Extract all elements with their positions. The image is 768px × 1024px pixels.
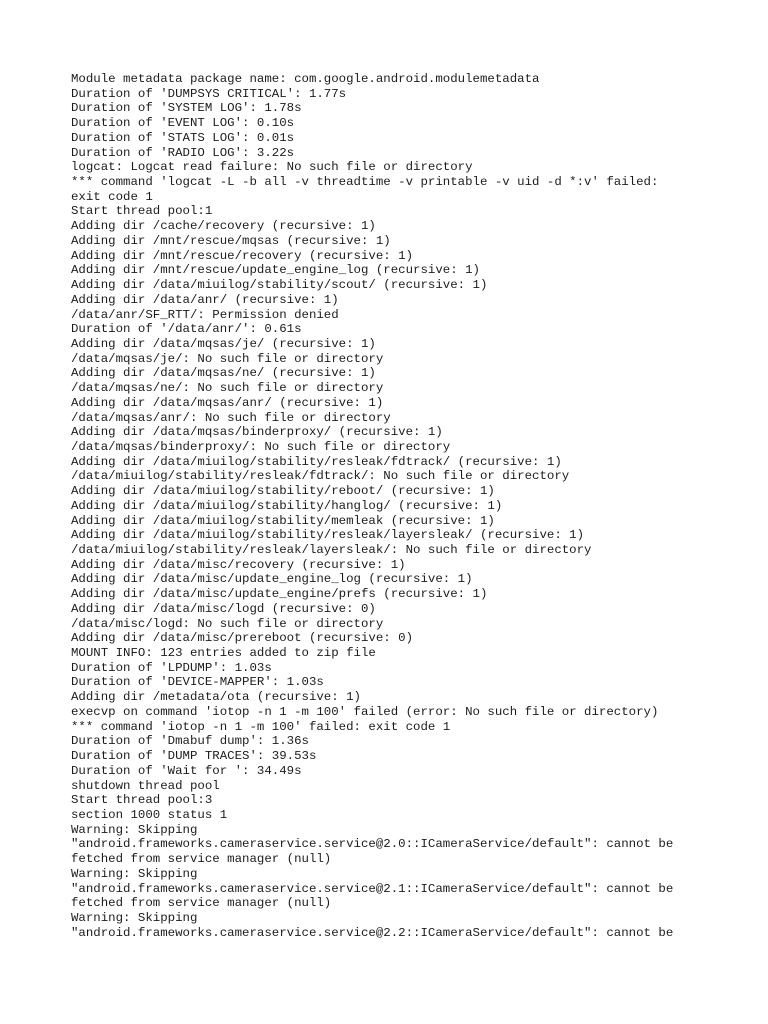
- log-line: Module metadata package name: com.google.android.modulemetadata: [71, 72, 540, 86]
- log-line: /data/mqsas/anr/: No such file or directory: [71, 410, 391, 425]
- log-line: Adding dir /data/miuilog/stability/reboot/ (recursive: 1): [71, 484, 495, 499]
- log-line: shutdown thread pool: [71, 778, 220, 793]
- log-line: Duration of 'DEVICE-MAPPER': 1.03s: [71, 675, 324, 690]
- log-line: Adding dir /data/miuilog/stability/memleak (recursive: 1): [71, 513, 495, 528]
- log-line: /data/miuilog/stability/resleak/layersleak/: No such file or directory: [71, 543, 592, 557]
- log-line: logcat: Logcat read failure: No such file or directory: [71, 160, 473, 175]
- log-line: Adding dir /data/misc/logd (recursive: 0): [71, 601, 376, 616]
- log-line: Warning: Skipping: [71, 910, 198, 925]
- log-line: "android.frameworks.cameraservice.service@2.0::ICameraService/default": cannot be: [71, 837, 674, 852]
- log-line: fetched from service manager (null): [71, 896, 332, 911]
- log-line: Adding dir /data/misc/update_engine/prefs (recursive: 1): [71, 587, 488, 602]
- log-line: Duration of 'EVENT LOG': 0.10s: [71, 116, 295, 131]
- log-line: Adding dir /cache/recovery (recursive: 1): [71, 219, 376, 234]
- log-line: Adding dir /data/mqsas/je/ (recursive: 1): [71, 336, 376, 351]
- log-document: [71, 72, 761, 940]
- log-line: Duration of 'LPDUMP': 1.03s: [71, 660, 272, 675]
- log-line: Adding dir /data/misc/recovery (recursive: 1): [71, 557, 406, 572]
- log-line: section 1000 status 1: [71, 807, 228, 822]
- log-line: Warning: Skipping: [71, 822, 198, 837]
- log-line: Adding dir /mnt/rescue/mqsas (recursive: 1): [71, 233, 391, 248]
- log-line: Duration of 'DUMPSYS CRITICAL': 1.77s: [71, 86, 347, 101]
- log-line: Duration of '/data/anr/': 0.61s: [71, 322, 302, 337]
- log-line: Adding dir /data/mqsas/ne/ (recursive: 1): [71, 366, 376, 381]
- log-line: Duration of 'Wait for ': 34.49s: [71, 763, 302, 778]
- log-line: Warning: Skipping: [71, 866, 198, 881]
- log-line: Adding dir /data/miuilog/stability/resleak/fdtrack/ (recursive: 1): [71, 454, 562, 469]
- log-line: Adding dir /data/anr/ (recursive: 1): [71, 292, 339, 307]
- log-line: exit code 1: [71, 189, 153, 204]
- log-line: Duration of 'SYSTEM LOG': 1.78s: [71, 101, 302, 116]
- log-line: Adding dir /metadata/ota (recursive: 1): [71, 690, 361, 705]
- log-line: /data/mqsas/binderproxy/: No such file or directory: [71, 439, 451, 454]
- log-line: Adding dir /mnt/rescue/update_engine_log (recursive: 1): [71, 263, 480, 278]
- log-line: "android.frameworks.cameraservice.service@2.1::ICameraService/default": cannot be: [71, 881, 674, 896]
- log-line: Adding dir /data/mqsas/anr/ (recursive: 1): [71, 395, 384, 410]
- log-line: Duration of 'RADIO LOG': 3.22s: [71, 145, 295, 160]
- log-line: execvp on command 'iotop -n 1 -m 100' failed (error: No such file or directory): [71, 704, 659, 719]
- log-line: *** command 'logcat -L -b all -v threadtime -v printable -v uid -d *:v' failed:: [71, 175, 659, 190]
- log-line: Adding dir /data/misc/prereboot (recursive: 0): [71, 631, 414, 646]
- log-line: Adding dir /data/mqsas/binderproxy/ (recursive: 1): [71, 425, 443, 440]
- log-line: Adding dir /data/miuilog/stability/scout/ (recursive: 1): [71, 278, 488, 293]
- log-line: Duration of 'Dmabuf dump': 1.36s: [71, 734, 309, 749]
- log-line: /data/mqsas/ne/: No such file or directory: [71, 381, 384, 396]
- log-line: Adding dir /data/miuilog/stability/resleak/layersleak/ (recursive: 1): [71, 528, 585, 543]
- log-line: "android.frameworks.cameraservice.service@2.2::ICameraService/default": cannot be: [71, 925, 674, 940]
- log-line: Duration of 'DUMP TRACES': 39.53s: [71, 749, 317, 764]
- log-line: Adding dir /data/misc/update_engine_log (recursive: 1): [71, 572, 473, 587]
- log-line: Adding dir /mnt/rescue/recovery (recursive: 1): [71, 248, 414, 263]
- log-line: Adding dir /data/miuilog/stability/hanglog/ (recursive: 1): [71, 498, 503, 513]
- log-line: Start thread pool:1: [71, 204, 213, 219]
- log-line: /data/miuilog/stability/resleak/fdtrack/: No such file or directory: [71, 469, 570, 484]
- log-line: /data/anr/SF_RTT/: Permission denied: [71, 307, 339, 322]
- log-line: *** command 'iotop -n 1 -m 100' failed: exit code 1: [71, 719, 451, 734]
- log-line: Start thread pool:3: [71, 793, 213, 808]
- log-line: Duration of 'STATS LOG': 0.01s: [71, 130, 295, 145]
- log-line: /data/misc/logd: No such file or directory: [71, 616, 384, 631]
- log-line: /data/mqsas/je/: No such file or directory: [71, 351, 384, 366]
- log-line: fetched from service manager (null): [71, 852, 332, 867]
- log-line: MOUNT INFO: 123 entries added to zip file: [71, 646, 376, 661]
